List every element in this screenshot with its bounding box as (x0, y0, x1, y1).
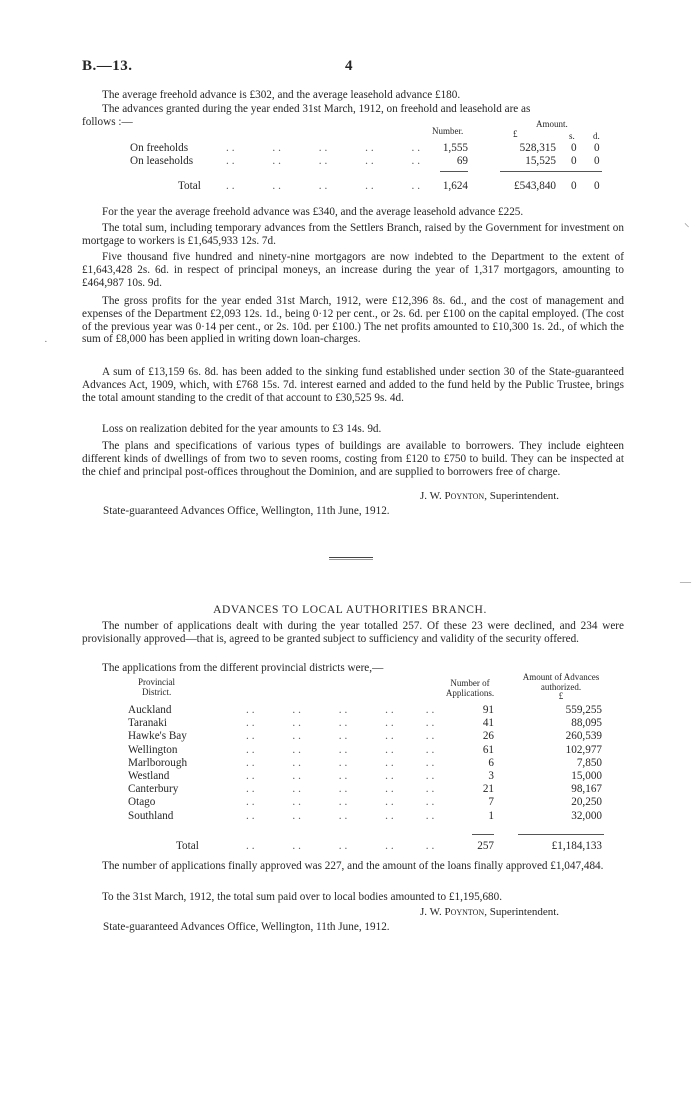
district-name: Canterbury (128, 783, 179, 796)
table-row: Wellington .. .. .. .. .. 61 102,977 (128, 743, 602, 756)
signature (420, 906, 559, 918)
signature-title: Superintendent. (489, 490, 560, 502)
signature-name: J. W. Poynton, (420, 906, 487, 918)
district-amount: 88,095 (571, 717, 602, 730)
total-label: Total (178, 180, 201, 192)
section-divider-shadow (329, 559, 373, 560)
col-header-district-line1: Provincial (138, 677, 175, 687)
col-header-district-line2: District. (142, 686, 172, 697)
district-applications: 3 (488, 770, 494, 782)
paragraph-total-paid: To the 31st March, 1912, the total sum paid over to local bodies amounted to £1,195,680. (102, 891, 503, 903)
paragraph-mortgagors: Five thousand five hundred and ninety-nine mortgagors are now indebted to the Department to the extent of £1,643,428 2s. 6d. in respect of principal moneys, an increase during the year of 1,317 mortgagors, amounting to £464,987 10s. 9d. (82, 251, 624, 289)
district-name: Westland (128, 770, 170, 782)
paragraph-total-sum: The total sum, including temporary advances from the Settlers Branch, raised by the Government for investment on mortgage to workers is £1,645,933 12s. 7d. (82, 222, 624, 247)
district-amount: 15,000 (571, 770, 602, 782)
paragraph-average-advance: The average freehold advance is £302, and the average leasehold advance £180. (102, 89, 461, 101)
district-applications: 26 (482, 730, 494, 743)
row-number: 1,555 (442, 142, 468, 154)
section-divider (329, 557, 373, 558)
total-pounds: £543,840 (514, 180, 556, 192)
paragraph-loss: Loss on realization debited for the year amounts to £3 14s. 9d. (102, 423, 382, 435)
district-name: Auckland (128, 704, 172, 716)
district-name: Otago (128, 796, 156, 809)
page-number: 4 (345, 58, 353, 74)
table-row: Auckland .. .. .. .. .. 91 559,255 (128, 704, 602, 716)
row-number: 69 (456, 155, 468, 167)
district-name: Hawke's Bay (128, 730, 187, 743)
col-header-shillings: s. (569, 131, 575, 141)
total-rule-amount (500, 171, 602, 172)
district-amount: 20,250 (571, 796, 602, 809)
table-row: Southland .. .. .. .. .. 1 32,000 (128, 809, 602, 822)
paragraph-finally-approved: The number of applications finally approved was 227, and the amount of the loans finally approved £1,047,484. (102, 860, 604, 872)
paragraph-sinking-fund: A sum of £13,159 6s. 8d. has been added to the sinking fund established under section 30 of the State-guaranteed Advances Act, 1909, which, with £768 15s. 7d. interest earned and added to the fund held by the Public Trustee, brings the total amount standing to the credit of that account to £30,525 9s. 4d. (82, 366, 624, 404)
table-row: Marlborough .. .. .. .. .. 6 7,850 (128, 756, 602, 769)
total-label: Total (176, 840, 199, 852)
total-rule-number (440, 171, 468, 172)
col-header-applications-line1: Number of (450, 678, 490, 688)
district-applications: 6 (488, 756, 494, 769)
section-title: ADVANCES TO LOCAL AUTHORITIES BRANCH. (213, 604, 487, 616)
table-row: Canterbury .. .. .. .. .. 21 98,167 (128, 783, 602, 796)
district-amount: 559,255 (565, 704, 602, 716)
total-number: 1,624 (442, 180, 468, 192)
col-header-amount-authorized (505, 673, 617, 702)
table-row: Taranaki .. .. .. .. .. 41 88,095 (128, 717, 602, 730)
document-code: B.—13. (82, 58, 133, 74)
col-header-applications-line2: Applications. (445, 687, 495, 698)
district-applications: 61 (482, 743, 494, 756)
office-line: State-guaranteed Advances Office, Wellington, 11th June, 1912. (103, 921, 390, 933)
signature (420, 490, 559, 502)
paragraph-year-average: For the year the average freehold advance was £340, and the average leasehold advance £225. (102, 206, 524, 218)
total-pence: 0 (594, 180, 600, 192)
district-amount: 260,539 (565, 730, 602, 743)
total-applications: 257 (477, 840, 494, 852)
signature-title: Superintendent. (489, 906, 560, 918)
district-applications: 21 (482, 783, 494, 796)
total-rule-applications (472, 834, 494, 835)
district-applications: 41 (482, 717, 494, 730)
row-label: On freeholds (130, 142, 189, 154)
col-header-pounds: £ (513, 129, 518, 139)
total-rule-amount (518, 834, 604, 835)
margin-mark: ⸌ (684, 222, 690, 234)
district-name: Taranaki (128, 717, 167, 730)
district-name: Wellington (128, 743, 178, 756)
col-header-amount-line2: authorized. (540, 681, 582, 692)
table-row: On freeholds .. .. .. .. .. 1,555 528,315 0 0 (130, 142, 600, 154)
district-applications: 1 (488, 809, 494, 822)
paragraph-plans: The plans and specifications of various types of buildings are available to borrowers. They include eighteen different kinds of dwellings of from two to seven rooms, costing from £120 to £750 to build. They can be inspected at the chief and principal post-offices throughout the Dominion, and are supplied to borrowers free of charge. (82, 440, 624, 478)
paragraph-applications-dealt: The number of applications dealt with during the year totalled 257. Of these 23 were declined, and 234 were provisionally approved—that is, agreed to be granted subject to sufficiency and validity of the security offered. (82, 620, 624, 645)
row-label: On leaseholds (130, 155, 194, 167)
row-pence: 0 (594, 155, 600, 167)
col-header-amount: Amount. (536, 119, 568, 129)
paragraph-follows: follows :— (82, 116, 133, 128)
signature-name: J. W. Poynton, (420, 490, 487, 502)
district-amount: 98,167 (571, 783, 602, 796)
total-amount: £1,184,133 (551, 840, 602, 852)
col-header-pence: d. (593, 131, 600, 141)
paragraph-provincial-intro: The applications from the different provincial districts were,— (102, 662, 384, 674)
row-shillings: 0 (571, 155, 577, 167)
table-row: Otago .. .. .. .. .. 7 20,250 (128, 796, 602, 809)
table-total-row: Total .. .. .. .. .. 257 £1,184,133 (176, 840, 602, 852)
col-header-district (138, 678, 198, 697)
row-pounds: 15,525 (525, 155, 556, 167)
district-name: Marlborough (128, 756, 188, 769)
paragraph-gross-profits: The gross profits for the year ended 31st March, 1912, were £12,396 8s. 6d., and the cost of management and expenses of the Department £2,093 12s. 1d., being 0·12 per cent., or 2s. 6d. per £100 on the capital employed. (The cost of the previous year was 0·14 per cent., or 2s. 10d. per £100.) The net profits amounted to £10,300 1s. 2d., of which the sum of £8,000 has been applied in writing down loan-charges. (82, 295, 624, 346)
col-header-amount-line1: Amount of Advances (522, 672, 600, 682)
margin-dot: · (44, 336, 48, 348)
district-amount: 7,850 (576, 756, 602, 769)
row-shillings: 0 (571, 142, 577, 154)
district-amount: 102,977 (565, 743, 602, 756)
district-applications: 7 (488, 796, 494, 809)
total-shillings: 0 (571, 180, 577, 192)
col-header-amount-line3: £ (558, 691, 564, 701)
district-applications: 91 (482, 704, 494, 716)
paragraph-advances-granted: The advances granted during the year ended 31st March, 1912, on freehold and leasehold are as (102, 103, 531, 115)
margin-mark-dash: — (680, 576, 691, 588)
row-pounds: 528,315 (519, 142, 556, 154)
table-row: Hawke's Bay .. .. .. .. .. 26 260,539 (128, 730, 602, 743)
table-row: On leaseholds .. .. .. .. .. 69 15,525 0 0 (130, 155, 600, 167)
district-name: Southland (128, 809, 174, 822)
table-total-row: Total .. .. .. .. .. 1,624 £543,840 0 0 (178, 180, 600, 192)
row-pence: 0 (594, 142, 600, 154)
col-header-number: Number. (432, 126, 464, 136)
office-line: State-guaranteed Advances Office, Wellington, 11th June, 1912. (103, 505, 390, 517)
col-header-applications (440, 679, 500, 698)
district-amount: 32,000 (571, 809, 602, 822)
table-row: Westland .. .. .. .. .. 3 15,000 (128, 770, 602, 782)
